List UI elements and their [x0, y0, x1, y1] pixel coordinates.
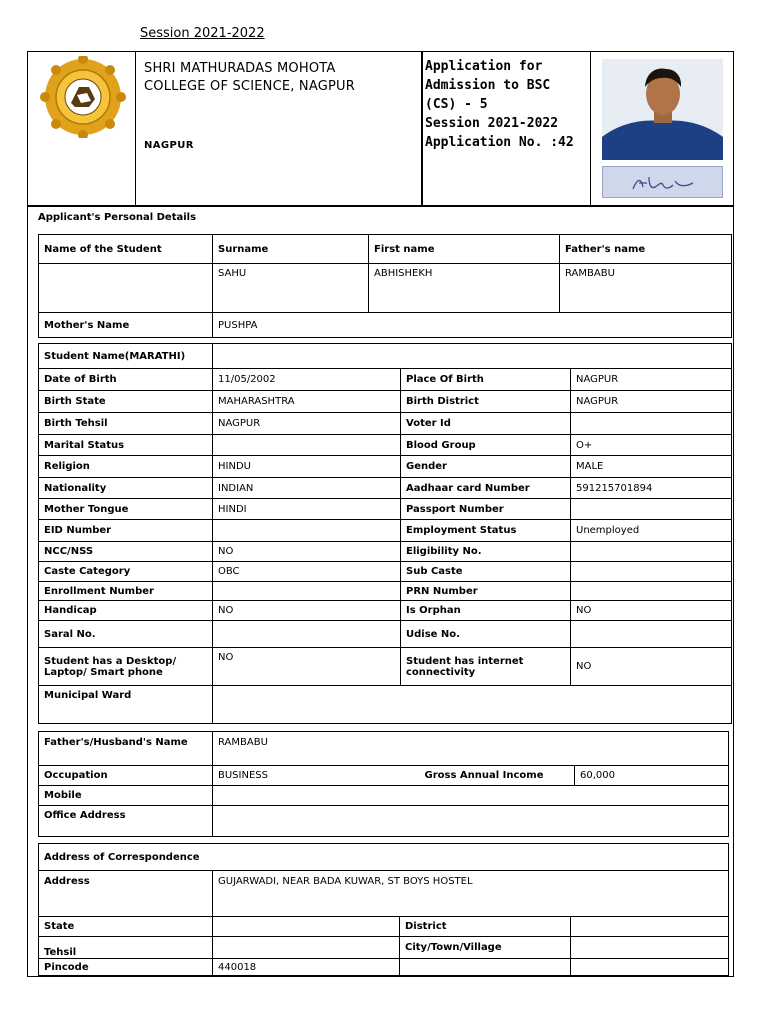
city-value: [571, 937, 729, 959]
applicant-signature: [602, 166, 723, 198]
caste-category-label: Caste Category: [39, 562, 213, 582]
college-logo: [36, 56, 130, 138]
pincode-value: 440018: [213, 959, 400, 976]
app-line: Application for: [425, 59, 543, 74]
office-address-label: Office Address: [39, 806, 213, 837]
mobile-value: [213, 786, 729, 806]
saral-label: Saral No.: [39, 621, 213, 648]
birth-state-value: MAHARASHTRA: [213, 391, 401, 413]
district-value: [571, 917, 729, 937]
app-line: Session 2021-2022: [425, 116, 559, 131]
tehsil-label: Tehsil: [39, 937, 213, 959]
ward-value: [213, 686, 732, 724]
father-table: [38, 731, 729, 837]
marital-status-label: Marital Status: [39, 435, 213, 456]
personal-details-title: Applicant's Personal Details: [38, 212, 197, 223]
college-name: [144, 60, 419, 96]
internet-label: [401, 648, 571, 686]
pincode-blank: [571, 959, 729, 976]
place-of-birth-value: NAGPUR: [571, 369, 732, 391]
desktop-label-line1: Student has a Desktop/: [44, 655, 177, 667]
details-table: [38, 343, 732, 724]
application-info: [425, 57, 590, 152]
nationality-value: INDIAN: [213, 478, 401, 499]
app-line: Admission to BSC: [425, 78, 551, 93]
gender-label: Gender: [401, 456, 571, 478]
fathers-name-label: Father's name: [560, 235, 732, 264]
internet-label-line1: Student has internet: [406, 655, 524, 667]
internet-value: NO: [571, 648, 732, 686]
prn-label: PRN Number: [401, 582, 571, 601]
caste-category-value: OBC: [213, 562, 401, 582]
passport-value: [571, 499, 732, 520]
desktop-label-line2: Laptop/ Smart phone: [44, 666, 163, 678]
dob-value: 11/05/2002: [213, 369, 401, 391]
eid-label: EID Number: [39, 520, 213, 542]
aadhaar-label: Aadhaar card Number: [401, 478, 571, 499]
marital-status-value: [213, 435, 401, 456]
marathi-name-label: Student Name(MARATHI): [39, 344, 213, 369]
firstname-value: ABHISHEKH: [369, 264, 560, 313]
handicap-value: NO: [213, 601, 401, 621]
header-divider: [421, 51, 423, 206]
pincode-label: Pincode: [39, 959, 213, 976]
religion-value: HINDU: [213, 456, 401, 478]
birth-district-label: Birth District: [401, 391, 571, 413]
application-number: Application No. :42: [425, 135, 574, 150]
fathers-name-value: RAMBABU: [560, 264, 732, 313]
gender-value: MALE: [571, 456, 732, 478]
sub-caste-value: [571, 562, 732, 582]
eligibility-label: Eligibility No.: [401, 542, 571, 562]
mother-label: Mother's Name: [39, 313, 213, 338]
saral-value: [213, 621, 401, 648]
income-label: Gross Annual Income: [401, 766, 575, 786]
birth-tehsil-label: Birth Tehsil: [39, 413, 213, 435]
orphan-value: NO: [571, 601, 732, 621]
occupation-label: Occupation: [39, 766, 213, 786]
header-bottom-rule: [27, 205, 734, 207]
tehsil-value: [213, 937, 400, 959]
surname-label: Surname: [213, 235, 369, 264]
birth-tehsil-value: NAGPUR: [213, 413, 401, 435]
voter-id-value: [571, 413, 732, 435]
ncc-nss-value: NO: [213, 542, 401, 562]
orphan-label: Is Orphan: [401, 601, 571, 621]
handicap-label: Handicap: [39, 601, 213, 621]
employment-label: Employment Status: [401, 520, 571, 542]
address-label: Address: [39, 871, 213, 917]
desktop-value: NO: [213, 648, 401, 686]
mobile-label: Mobile: [39, 786, 213, 806]
sub-caste-label: Sub Caste: [401, 562, 571, 582]
app-line: (CS) - 5: [425, 97, 488, 112]
header-divider: [590, 51, 591, 206]
father-husband-label: Father's/Husband's Name: [39, 732, 213, 766]
enrollment-value: [213, 582, 401, 601]
religion-label: Religion: [39, 456, 213, 478]
mother-value: PUSHPA: [213, 313, 732, 338]
applicant-photo: [602, 59, 723, 160]
pincode-blank: [400, 959, 571, 976]
enrollment-label: Enrollment Number: [39, 582, 213, 601]
address-value: GUJARWADI, NEAR BADA KUWAR, ST BOYS HOSTEL: [213, 871, 729, 917]
college-name-line1: SHRI MATHURADAS MOHOTA: [144, 61, 336, 76]
state-label: State: [39, 917, 213, 937]
marathi-name-value: [213, 344, 732, 369]
college-city: NAGPUR: [144, 140, 194, 151]
eid-value: [213, 520, 401, 542]
occupation-value: BUSINESS: [213, 766, 401, 786]
udise-value: [571, 621, 732, 648]
blood-group-label: Blood Group: [401, 435, 571, 456]
name-label: Name of the Student: [39, 235, 213, 264]
desktop-label: [39, 648, 213, 686]
city-label: City/Town/Village: [400, 937, 571, 959]
district-label: District: [400, 917, 571, 937]
state-value: [213, 917, 400, 937]
employment-value: Unemployed: [571, 520, 732, 542]
college-name-line2: COLLEGE OF SCIENCE, NAGPUR: [144, 79, 355, 94]
internet-label-line2: connectivity: [406, 666, 476, 678]
dob-label: Date of Birth: [39, 369, 213, 391]
name-table: [38, 234, 732, 338]
father-husband-value: RAMBABU: [213, 732, 729, 766]
passport-label: Passport Number: [401, 499, 571, 520]
udise-label: Udise No.: [401, 621, 571, 648]
session-heading: Session 2021-2022: [140, 26, 265, 41]
ncc-nss-label: NCC/NSS: [39, 542, 213, 562]
blood-group-value: O+: [571, 435, 732, 456]
aadhaar-value: 591215701894: [571, 478, 732, 499]
voter-id-label: Voter Id: [401, 413, 571, 435]
address-table: [38, 843, 729, 976]
surname-value: SAHU: [213, 264, 369, 313]
nationality-label: Nationality: [39, 478, 213, 499]
income-value: 60,000: [575, 766, 729, 786]
mother-tongue-value: HINDI: [213, 499, 401, 520]
firstname-label: First name: [369, 235, 560, 264]
birth-district-value: NAGPUR: [571, 391, 732, 413]
header-divider: [135, 51, 136, 206]
office-address-value: [213, 806, 729, 837]
ward-label: Municipal Ward: [39, 686, 213, 724]
place-of-birth-label: Place Of Birth: [401, 369, 571, 391]
mother-tongue-label: Mother Tongue: [39, 499, 213, 520]
prn-value: [571, 582, 732, 601]
birth-state-label: Birth State: [39, 391, 213, 413]
correspondence-title: Address of Correspondence: [39, 844, 729, 871]
eligibility-value: [571, 542, 732, 562]
name-blank: [39, 264, 213, 313]
